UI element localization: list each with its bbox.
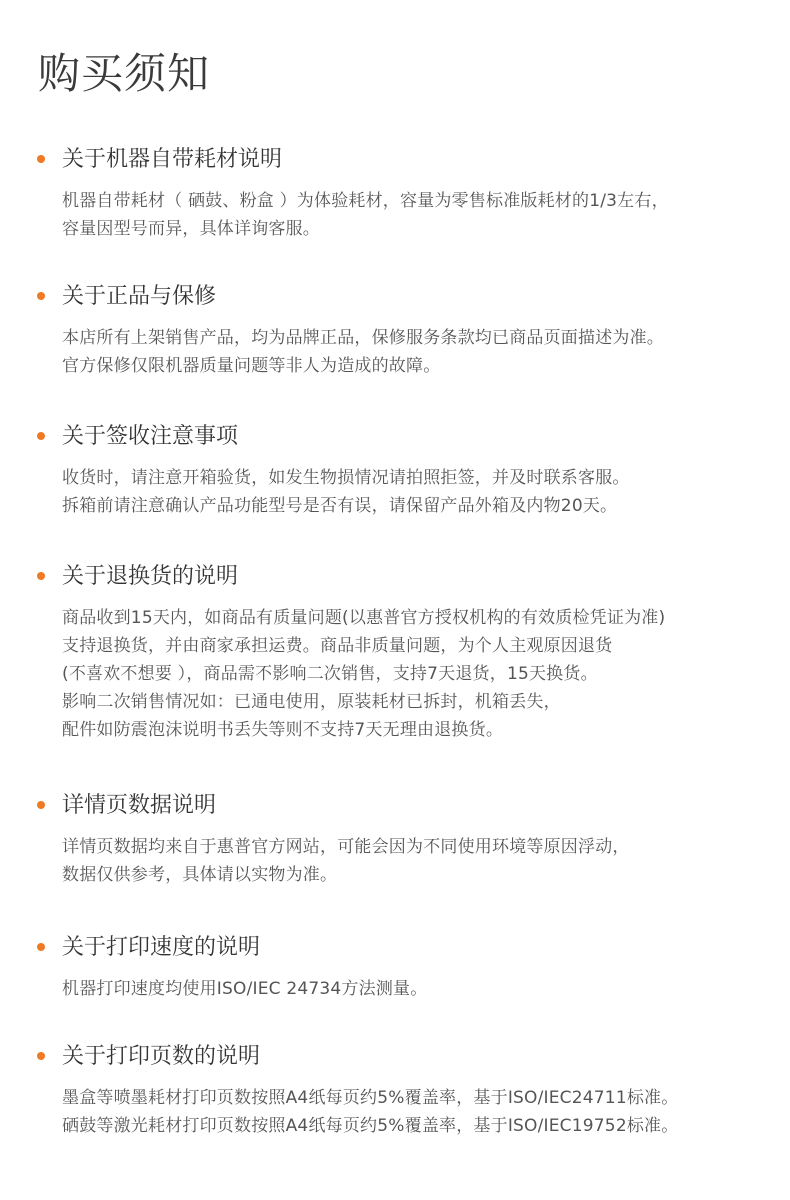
section-body bbox=[62, 187, 777, 243]
section-body bbox=[62, 604, 777, 744]
bullet-dot-icon bbox=[37, 155, 45, 163]
body-line: 影响二次销售情况如：已通电使用，原装耗材已拆封，机箱丢失， bbox=[62, 692, 561, 712]
section-body bbox=[62, 975, 777, 1003]
section-title: 关于签收注意事项 bbox=[62, 424, 239, 449]
body-line: 支持退换货，并由商家承担运费。商品非质量问题，为个人主观原因退货 bbox=[62, 636, 613, 656]
bullet-dot-icon bbox=[37, 292, 45, 300]
bullet-dot-icon bbox=[37, 1052, 45, 1060]
body-line: 配件如防震泡沫说明书丢失等则不支持7天无理由退换货。 bbox=[62, 720, 504, 740]
section-header bbox=[0, 933, 790, 963]
section-body bbox=[62, 833, 777, 889]
section-body bbox=[62, 1084, 777, 1140]
section-header bbox=[0, 1042, 790, 1072]
section-title: 关于退换货的说明 bbox=[62, 564, 239, 589]
section-body bbox=[62, 464, 777, 520]
bullet-dot-icon bbox=[37, 572, 45, 580]
section-title: 详情页数据说明 bbox=[62, 793, 217, 818]
body-line: 详情页数据均来自于惠普官方网站，可能会因为不同使用环境等原因浮动， bbox=[62, 837, 630, 857]
section-header bbox=[0, 422, 790, 452]
body-line: 容量因型号而异，具体详询客服。 bbox=[62, 219, 320, 239]
body-line: 硒鼓等激光耗材打印页数按照A4纸每页约5%覆盖率，基于ISO/IEC19752标准。 bbox=[62, 1116, 679, 1136]
section-title: 关于打印速度的说明 bbox=[62, 935, 261, 960]
section-title: 关于正品与保修 bbox=[62, 284, 217, 309]
section-header bbox=[0, 145, 790, 175]
body-line: (不喜欢不想要 ），商品需不影响二次销售，支持7天退货，15天换货。 bbox=[62, 664, 598, 684]
page-title: 购买须知 bbox=[38, 49, 211, 98]
body-line: 本店所有上架销售产品，均为品牌正品，保修服务条款均已商品页面描述为准。 bbox=[62, 328, 664, 348]
body-line: 机器打印速度均使用ISO/IEC 24734方法测量。 bbox=[62, 979, 428, 999]
bullet-dot-icon bbox=[37, 943, 45, 951]
body-line: 商品收到15天内，如商品有质量问题(以惠普官方授权机构的有效质检凭证为准) bbox=[62, 608, 666, 628]
bullet-dot-icon bbox=[37, 432, 45, 440]
body-line: 墨盒等喷墨耗材打印页数按照A4纸每页约5%覆盖率，基于ISO/IEC24711标准。 bbox=[62, 1088, 679, 1108]
section-header bbox=[0, 282, 790, 312]
body-line: 拆箱前请注意确认产品功能型号是否有误，请保留产品外箱及内物20天。 bbox=[62, 496, 618, 516]
section-header bbox=[0, 791, 790, 821]
body-line: 机器自带耗材（ 硒鼓、粉盒 ）为体验耗材，容量为零售标准版耗材的1/3左右， bbox=[62, 191, 669, 211]
body-line: 官方保修仅限机器质量问题等非人为造成的故障。 bbox=[62, 356, 441, 376]
section-body bbox=[62, 324, 777, 380]
body-line: 收货时，请注意开箱验货，如发生物损情况请拍照拒签，并及时联系客服。 bbox=[62, 468, 630, 488]
section-title: 关于机器自带耗材说明 bbox=[62, 147, 283, 172]
section-title: 关于打印页数的说明 bbox=[62, 1044, 261, 1069]
body-line: 数据仅供参考，具体请以实物为准。 bbox=[62, 865, 338, 885]
section-header bbox=[0, 562, 790, 592]
bullet-dot-icon bbox=[37, 801, 45, 809]
